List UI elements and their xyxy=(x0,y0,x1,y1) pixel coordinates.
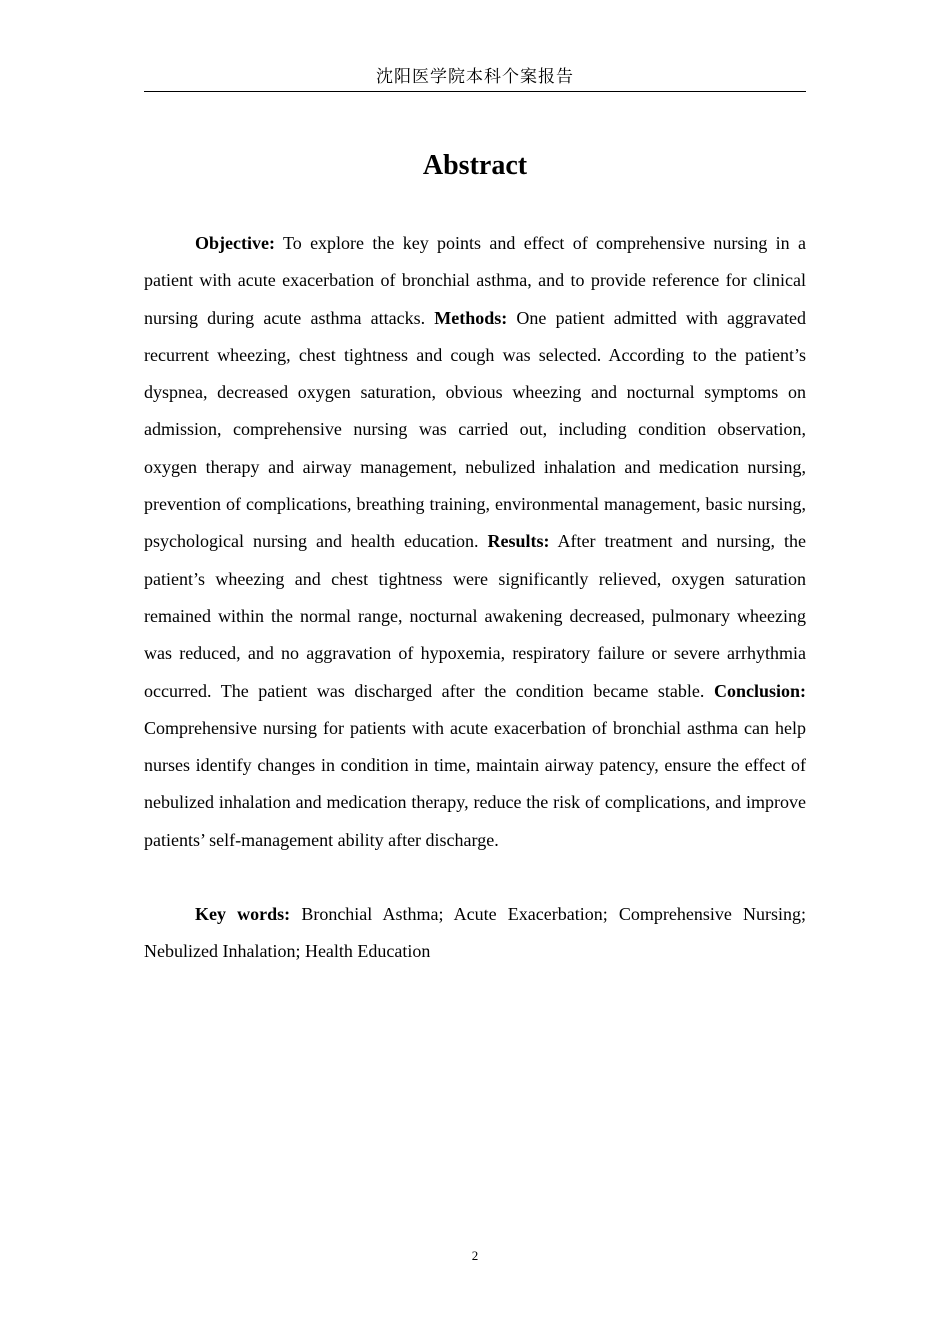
objective-text: To explore the key points and effect of comprehensive nursing in a patient with acute exacerbation of bronchial asthma, and to provide reference for clinical nursing during acute asthma attacks. xyxy=(144,233,806,328)
conclusion-text: Comprehensive nursing for patients with acute exacerbation of bronchial asthma can help nurses identify changes in condition in time, maintain airway patency, ensure the effect of nebulized inhalation and medication therapy, reduce the risk of complications, and improve patients’ self-management ability after discharge. xyxy=(144,717,806,850)
abstract-body xyxy=(144,225,806,859)
running-header: 沈阳医学院本科个案报告 xyxy=(376,67,574,87)
page-number: 2 xyxy=(471,1248,479,1263)
keywords-label: Key words: xyxy=(195,904,291,924)
methods-label: Methods: xyxy=(434,307,508,328)
objective-label: Objective: xyxy=(195,233,275,253)
methods-text: One patient admitted with aggravated recurrent wheezing, chest tightness and cough was selected. According to the patient’s dyspnea, decreased oxygen saturation, obvious wheezing and nocturnal symptoms on admission, comprehensive nursing was carried out, including condition observation, oxygen therapy and airway management, nebulized inhalation and medication nursing, prevention of complications, breathing training, environmental management, basic nursing, psychological nursing and health education. xyxy=(144,307,806,552)
header-rule xyxy=(144,91,806,92)
results-label: Results: xyxy=(487,531,550,552)
keywords-paragraph xyxy=(144,896,806,971)
keywords-text: Bronchial Asthma; Acute Exacerbation; Comprehensive Nursing; Nebulized Inhalation; Health Education xyxy=(144,904,806,962)
abstract-title: Abstract xyxy=(422,150,528,181)
results-text: After treatment and nursing, the patient’s wheezing and chest tightness were significantly relieved, oxygen saturation remained within the normal range, nocturnal awakening decreased, pulmonary wheezing was reduced, and no aggravation of hypoxemia, respiratory failure or severe arrhythmia occurred. The patient was discharged after the condition became stable. xyxy=(144,531,807,701)
conclusion-label: Conclusion: xyxy=(713,680,806,701)
abstract-paragraph xyxy=(144,225,806,859)
